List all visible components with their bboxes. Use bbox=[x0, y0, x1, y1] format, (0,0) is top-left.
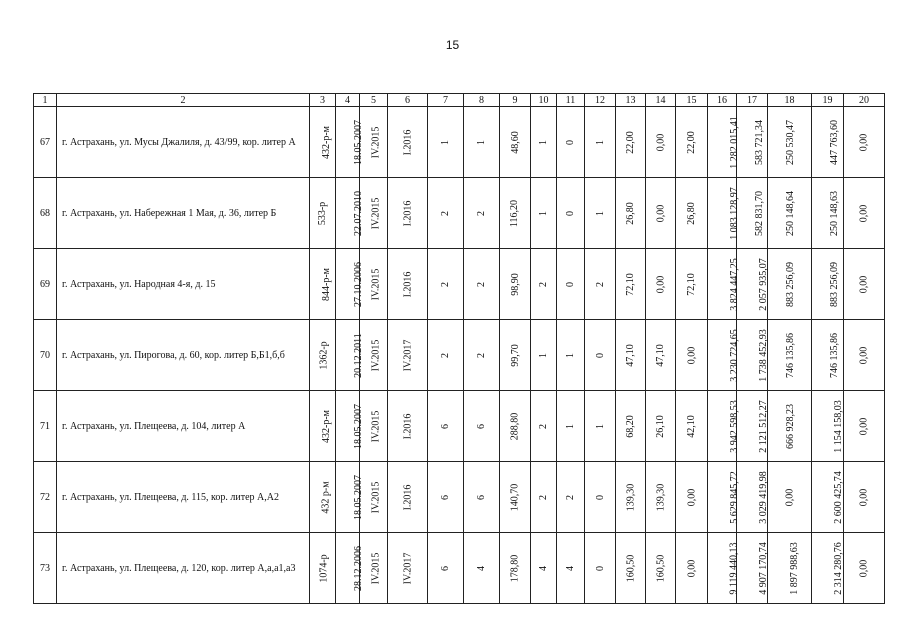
table-cell bbox=[310, 462, 336, 533]
table-cell bbox=[708, 391, 740, 462]
row-number: 71 bbox=[34, 391, 57, 462]
cell-value: 0 bbox=[565, 210, 576, 216]
table-cell bbox=[737, 320, 768, 391]
cell-value: 4 bbox=[538, 565, 549, 571]
cell-value: 18.05.2007 bbox=[353, 474, 364, 520]
table-row bbox=[34, 391, 885, 462]
cell-value: 6 bbox=[440, 494, 451, 500]
table-cell bbox=[585, 178, 616, 249]
column-number: 19 bbox=[812, 94, 844, 107]
cell-value: 0,00 bbox=[858, 133, 870, 151]
cell-value: 160,50 bbox=[655, 554, 666, 582]
column-number-row bbox=[34, 94, 885, 107]
table-cell bbox=[428, 391, 464, 462]
column-number: 13 bbox=[616, 94, 646, 107]
table-cell bbox=[812, 107, 844, 178]
table-cell bbox=[708, 533, 740, 604]
table-cell bbox=[388, 391, 428, 462]
table-cell bbox=[676, 107, 708, 178]
row-number: 70 bbox=[34, 320, 57, 391]
cell-value: I.2016 bbox=[402, 484, 413, 510]
cell-value: 1 bbox=[594, 139, 606, 145]
table-cell bbox=[557, 320, 585, 391]
table-cell bbox=[812, 320, 844, 391]
cell-value: 3 230 724,65 bbox=[728, 328, 740, 382]
table-cell bbox=[768, 391, 812, 462]
cell-value: 68,20 bbox=[625, 414, 636, 438]
table-cell bbox=[388, 178, 428, 249]
cell-value: 2 bbox=[594, 281, 606, 287]
table-cell bbox=[464, 178, 500, 249]
column-number: 10 bbox=[531, 94, 557, 107]
cell-value: 844-р-м bbox=[321, 267, 332, 301]
table-cell bbox=[812, 391, 844, 462]
cell-value: 139,30 bbox=[625, 483, 636, 511]
table-cell bbox=[500, 107, 531, 178]
cell-value: 4 bbox=[565, 565, 576, 571]
cell-value: 0,00 bbox=[655, 275, 666, 293]
cell-value: 432 р-м bbox=[320, 480, 332, 514]
cell-value: IV.2015 bbox=[370, 410, 382, 442]
cell-value: 2 bbox=[565, 494, 576, 500]
table-row bbox=[34, 320, 885, 391]
table-cell bbox=[646, 462, 676, 533]
table-cell bbox=[531, 391, 557, 462]
cell-value: 6 bbox=[440, 565, 451, 571]
cell-value: 1 154 158,03 bbox=[832, 399, 844, 453]
cell-value: 2 bbox=[440, 281, 451, 287]
cell-value: 0 bbox=[565, 139, 576, 145]
cell-value: 0,00 bbox=[686, 559, 697, 577]
cell-value: IV.2015 bbox=[370, 552, 382, 584]
table-cell bbox=[336, 249, 364, 320]
cell-value: 432-р-м bbox=[321, 409, 332, 443]
table-cell bbox=[428, 249, 464, 320]
cell-value: 0,00 bbox=[686, 346, 697, 364]
table-cell bbox=[616, 320, 646, 391]
table-cell bbox=[844, 533, 885, 604]
table-cell bbox=[557, 391, 585, 462]
table-cell bbox=[585, 462, 616, 533]
column-number: 8 bbox=[464, 94, 500, 107]
cell-value: 746 135,86 bbox=[785, 332, 796, 378]
cell-value: 2 121 512,27 bbox=[757, 399, 769, 453]
table-cell bbox=[310, 320, 336, 391]
table-cell bbox=[585, 533, 616, 604]
cell-value: I.2016 bbox=[402, 129, 413, 155]
table-cell bbox=[500, 391, 531, 462]
table-cell bbox=[585, 249, 616, 320]
table-cell bbox=[844, 320, 885, 391]
cell-value: 47,10 bbox=[625, 343, 636, 367]
table-cell bbox=[616, 533, 646, 604]
cell-value: IV.2015 bbox=[370, 197, 382, 229]
table-cell bbox=[464, 533, 500, 604]
cell-value: 22,00 bbox=[625, 130, 636, 154]
table-cell bbox=[310, 533, 336, 604]
column-number: 3 bbox=[310, 94, 336, 107]
table-cell bbox=[336, 391, 364, 462]
cell-value: 1 bbox=[594, 210, 606, 216]
cell-value: 4 bbox=[476, 565, 487, 571]
column-number: 2 bbox=[57, 94, 310, 107]
table-cell bbox=[646, 533, 676, 604]
table-cell bbox=[676, 320, 708, 391]
cell-value: 1362-р bbox=[318, 340, 330, 370]
table-cell bbox=[708, 462, 740, 533]
table-cell bbox=[708, 320, 740, 391]
column-number: 11 bbox=[557, 94, 585, 107]
cell-value: 28.12.2006 bbox=[353, 545, 364, 591]
cell-value: IV.2015 bbox=[370, 339, 382, 371]
address-cell: г. Астрахань, ул. Мусы Джалиля, д. 43/99, кор. литер А bbox=[57, 107, 310, 178]
table-cell bbox=[557, 533, 585, 604]
cell-value: 883 256,09 bbox=[785, 261, 796, 307]
cell-value: 1 083 128,97 bbox=[728, 186, 740, 240]
cell-value: 178,80 bbox=[509, 554, 521, 582]
cell-value: 883 256,09 bbox=[829, 261, 840, 307]
table-cell bbox=[531, 249, 557, 320]
cell-value: 1 bbox=[565, 352, 576, 358]
cell-value: I.2016 bbox=[402, 271, 413, 297]
cell-value: 1 282 015,41 bbox=[728, 115, 740, 169]
table-cell bbox=[676, 249, 708, 320]
table-row bbox=[34, 107, 885, 178]
table-cell bbox=[500, 249, 531, 320]
cell-value: IV.2017 bbox=[401, 552, 413, 584]
column-number: 9 bbox=[500, 94, 531, 107]
cell-value: 116,20 bbox=[509, 199, 521, 227]
table-cell bbox=[812, 178, 844, 249]
cell-value: 26,80 bbox=[686, 201, 697, 225]
table-cell bbox=[708, 107, 740, 178]
table-cell bbox=[812, 462, 844, 533]
cell-value: 22.07.2010 bbox=[353, 190, 364, 236]
row-number: 67 bbox=[34, 107, 57, 178]
cell-value: 9 119 440,13 bbox=[728, 541, 740, 595]
table-cell bbox=[428, 178, 464, 249]
cell-value: IV.2015 bbox=[370, 126, 382, 158]
table-cell bbox=[531, 533, 557, 604]
register-table bbox=[33, 93, 885, 604]
table-cell bbox=[844, 178, 885, 249]
address-cell: г. Астрахань, ул. Плещеева, д. 115, кор. литер А,А2 bbox=[57, 462, 310, 533]
table-cell bbox=[708, 178, 740, 249]
cell-value: 18.05.2007 bbox=[353, 119, 364, 165]
table-cell bbox=[646, 391, 676, 462]
table-cell bbox=[708, 249, 740, 320]
column-number: 20 bbox=[844, 94, 885, 107]
cell-value: 160,50 bbox=[625, 554, 636, 582]
table-cell bbox=[676, 391, 708, 462]
table-cell bbox=[336, 462, 364, 533]
table-cell bbox=[844, 391, 885, 462]
table-cell bbox=[557, 107, 585, 178]
table-cell bbox=[812, 533, 844, 604]
cell-value: 6 bbox=[476, 423, 487, 429]
table-cell bbox=[768, 320, 812, 391]
cell-value: 4 907 170,74 bbox=[757, 541, 769, 595]
table-cell bbox=[737, 249, 768, 320]
cell-value: 1 bbox=[565, 423, 576, 429]
cell-value: 0,00 bbox=[655, 204, 666, 222]
column-number: 17 bbox=[737, 94, 768, 107]
cell-value: 0 bbox=[565, 281, 576, 287]
cell-value: 139,30 bbox=[655, 483, 666, 511]
table-cell bbox=[768, 462, 812, 533]
table-cell bbox=[737, 462, 768, 533]
cell-value: 2 bbox=[538, 494, 549, 500]
table-cell bbox=[646, 320, 676, 391]
cell-value: 0,00 bbox=[686, 488, 697, 506]
cell-value: 48,60 bbox=[509, 130, 521, 154]
cell-value: 2 600 425,74 bbox=[832, 470, 844, 524]
cell-value: 666 928,23 bbox=[785, 403, 796, 449]
table-row bbox=[34, 533, 885, 604]
address-cell: г. Астрахань, ул. Плещеева, д. 104, литер А bbox=[57, 391, 310, 462]
column-number: 12 bbox=[585, 94, 616, 107]
column-number: 16 bbox=[708, 94, 737, 107]
cell-value: 1 bbox=[538, 352, 549, 358]
cell-value: 746 135,86 bbox=[829, 332, 840, 378]
column-number: 7 bbox=[428, 94, 464, 107]
table-cell bbox=[388, 249, 428, 320]
cell-value: 72,10 bbox=[625, 272, 636, 296]
cell-value: 0,00 bbox=[858, 275, 870, 293]
cell-value: 2 bbox=[476, 352, 487, 358]
table-cell bbox=[676, 462, 708, 533]
cell-value: 2 bbox=[440, 352, 451, 358]
table-cell bbox=[531, 107, 557, 178]
table-cell bbox=[336, 107, 364, 178]
cell-value: 98,90 bbox=[509, 272, 521, 296]
cell-value: 27.10.2006 bbox=[353, 261, 364, 307]
table-cell bbox=[500, 462, 531, 533]
table-cell bbox=[310, 249, 336, 320]
cell-value: 250 530,47 bbox=[785, 119, 796, 165]
column-number: 14 bbox=[646, 94, 676, 107]
cell-value: 42,10 bbox=[686, 414, 697, 438]
column-number: 18 bbox=[768, 94, 812, 107]
table-cell bbox=[531, 320, 557, 391]
row-number: 73 bbox=[34, 533, 57, 604]
column-number: 4 bbox=[336, 94, 360, 107]
table-cell bbox=[428, 107, 464, 178]
table-cell bbox=[500, 320, 531, 391]
cell-value: 250 148,64 bbox=[785, 190, 796, 236]
cell-value: 1074-р bbox=[318, 553, 330, 583]
cell-value: 2 bbox=[538, 423, 549, 429]
cell-value: 0,00 bbox=[858, 346, 870, 364]
cell-value: 1 bbox=[538, 139, 549, 145]
table-cell bbox=[844, 462, 885, 533]
cell-value: 250 148,63 bbox=[829, 190, 840, 236]
table-cell bbox=[616, 462, 646, 533]
table-cell bbox=[676, 533, 708, 604]
column-number: 5 bbox=[360, 94, 388, 107]
cell-value: 533-р bbox=[317, 201, 328, 225]
table-row bbox=[34, 178, 885, 249]
table-cell bbox=[388, 533, 428, 604]
table-cell bbox=[616, 107, 646, 178]
table-row bbox=[34, 249, 885, 320]
cell-value: 140,70 bbox=[509, 483, 521, 511]
table-row bbox=[34, 462, 885, 533]
table-cell bbox=[768, 533, 812, 604]
address-cell: г. Астрахань, ул. Народная 4-я, д. 15 bbox=[57, 249, 310, 320]
table-cell bbox=[310, 107, 336, 178]
table-cell bbox=[646, 178, 676, 249]
cell-value: 0,00 bbox=[858, 204, 870, 222]
table-cell bbox=[768, 107, 812, 178]
cell-value: 2 314 280,76 bbox=[832, 541, 844, 595]
table-cell bbox=[388, 462, 428, 533]
cell-value: 3 824 447,25 bbox=[728, 257, 740, 311]
cell-value: 6 bbox=[440, 423, 451, 429]
cell-value: 432-р-м bbox=[321, 125, 332, 159]
column-number: 6 bbox=[388, 94, 428, 107]
table-cell bbox=[500, 533, 531, 604]
cell-value: 1 bbox=[538, 210, 549, 216]
table-cell bbox=[616, 391, 646, 462]
table-cell bbox=[585, 391, 616, 462]
cell-value: 1 bbox=[476, 139, 487, 145]
cell-value: IV.2015 bbox=[370, 268, 382, 300]
table-cell bbox=[428, 462, 464, 533]
cell-value: 2 bbox=[538, 281, 549, 287]
cell-value: 26,80 bbox=[625, 201, 636, 225]
cell-value: 1 738 452,93 bbox=[757, 328, 769, 382]
table-cell bbox=[616, 249, 646, 320]
cell-value: 0,00 bbox=[858, 559, 870, 577]
table-cell bbox=[616, 178, 646, 249]
table-cell bbox=[464, 320, 500, 391]
table-cell bbox=[646, 249, 676, 320]
address-cell: г. Астрахань, ул. Пирогова, д. 60, кор. литер Б,Б1,б,б bbox=[57, 320, 310, 391]
cell-value: 0,00 bbox=[858, 488, 870, 506]
cell-value: 20.12.2011 bbox=[352, 332, 364, 378]
table-cell bbox=[531, 462, 557, 533]
cell-value: 0 bbox=[594, 352, 606, 358]
table-cell bbox=[428, 320, 464, 391]
cell-value: 0 bbox=[594, 565, 606, 571]
table-cell bbox=[531, 178, 557, 249]
table-cell bbox=[557, 178, 585, 249]
cell-value: 0 bbox=[594, 494, 606, 500]
cell-value: 3 942 598,53 bbox=[728, 399, 740, 453]
cell-value: 22,00 bbox=[686, 130, 697, 154]
table-cell bbox=[464, 391, 500, 462]
table-cell bbox=[388, 107, 428, 178]
cell-value: 2 bbox=[476, 210, 487, 216]
column-number: 1 bbox=[34, 94, 57, 107]
table-cell bbox=[676, 178, 708, 249]
table-cell bbox=[768, 178, 812, 249]
table-cell bbox=[310, 178, 336, 249]
cell-value: IV.2015 bbox=[370, 481, 382, 513]
cell-value: 72,10 bbox=[686, 272, 697, 296]
cell-value: 2 057 935,07 bbox=[757, 257, 769, 311]
cell-value: 0,00 bbox=[655, 133, 666, 151]
row-number: 68 bbox=[34, 178, 57, 249]
page-number: 15 bbox=[445, 38, 460, 52]
table-cell bbox=[336, 533, 364, 604]
cell-value: 6 bbox=[476, 494, 487, 500]
cell-value: 26,10 bbox=[655, 414, 666, 438]
table-cell bbox=[768, 249, 812, 320]
table-cell bbox=[585, 107, 616, 178]
table-cell bbox=[428, 533, 464, 604]
cell-value: 1 897 988,63 bbox=[788, 541, 800, 595]
table-cell bbox=[336, 320, 364, 391]
cell-value: 447 763,60 bbox=[829, 119, 840, 165]
cell-value: I.2016 bbox=[402, 413, 413, 439]
address-cell: г. Астрахань, ул. Набережная 1 Мая, д. 36, литер Б bbox=[57, 178, 310, 249]
table-cell bbox=[336, 178, 364, 249]
table-cell bbox=[557, 249, 585, 320]
cell-value: 99,70 bbox=[509, 343, 521, 367]
cell-value: 288,80 bbox=[509, 412, 521, 440]
cell-value: 1 bbox=[594, 423, 606, 429]
table-cell bbox=[844, 107, 885, 178]
cell-value: 1 bbox=[440, 139, 451, 145]
cell-value: I.2016 bbox=[402, 200, 413, 226]
table-cell bbox=[464, 462, 500, 533]
cell-value: 18.05.2007 bbox=[353, 403, 364, 449]
table-cell bbox=[812, 249, 844, 320]
cell-value: IV.2017 bbox=[401, 339, 413, 371]
table-cell bbox=[557, 462, 585, 533]
cell-value: 5 629 845,72 bbox=[728, 470, 740, 524]
cell-value: 583 721,34 bbox=[754, 119, 765, 165]
table-cell bbox=[737, 533, 768, 604]
row-number: 69 bbox=[34, 249, 57, 320]
cell-value: 2 bbox=[476, 281, 487, 287]
row-number: 72 bbox=[34, 462, 57, 533]
table-cell bbox=[310, 391, 336, 462]
cell-value: 47,10 bbox=[655, 343, 666, 367]
table-cell bbox=[737, 391, 768, 462]
table-cell bbox=[844, 249, 885, 320]
table-cell bbox=[464, 249, 500, 320]
table-cell bbox=[500, 178, 531, 249]
table-cell bbox=[737, 107, 768, 178]
table-cell bbox=[388, 320, 428, 391]
cell-value: 0,00 bbox=[858, 417, 870, 435]
table-cell bbox=[646, 107, 676, 178]
cell-value: 582 831,70 bbox=[754, 190, 765, 236]
cell-value: 2 bbox=[440, 210, 451, 216]
cell-value: 0,00 bbox=[784, 488, 795, 506]
table-cell bbox=[737, 178, 768, 249]
table-cell bbox=[464, 107, 500, 178]
cell-value: 3 029 419,98 bbox=[757, 470, 769, 524]
column-number: 15 bbox=[676, 94, 708, 107]
table-cell bbox=[585, 320, 616, 391]
address-cell: г. Астрахань, ул. Плещеева, д. 120, кор. литер А,а,а1,а3 bbox=[57, 533, 310, 604]
